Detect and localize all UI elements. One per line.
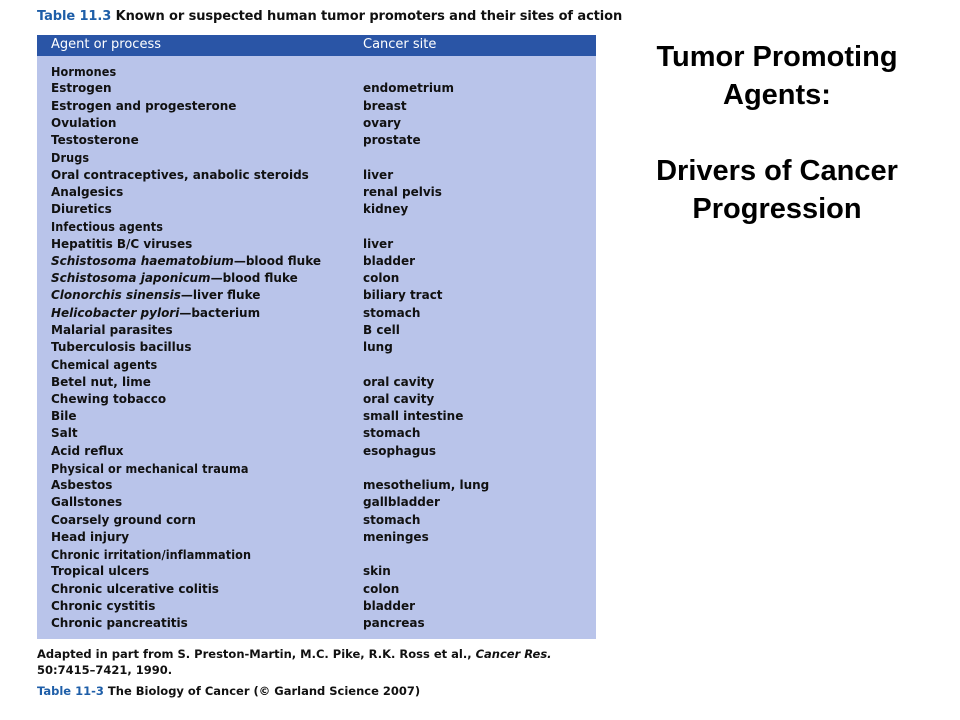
agent-descriptor: —blood fluke bbox=[210, 271, 298, 285]
slide-title-line4: Progression bbox=[692, 193, 862, 225]
agent-species-name: Schistosoma haematobium bbox=[51, 253, 234, 268]
table-row bbox=[37, 184, 596, 201]
agent-cell bbox=[51, 306, 260, 320]
agent-species-name: Clonorchis sinensis bbox=[51, 288, 181, 303]
site-cell: oral cavity bbox=[363, 391, 435, 406]
site-cell: liver bbox=[363, 236, 394, 251]
site-cell: endometrium bbox=[363, 81, 454, 96]
footnote-journal: Cancer Res. bbox=[475, 647, 552, 661]
slide-title-line3: Drivers of Cancer bbox=[656, 155, 898, 187]
table-credit bbox=[37, 684, 420, 698]
header-agent: Agent or process bbox=[51, 37, 161, 52]
agent-cell: Betel nut, lime bbox=[51, 374, 151, 389]
agent-cell: Head injury bbox=[51, 529, 130, 544]
table-row bbox=[37, 477, 596, 494]
table-row bbox=[37, 529, 596, 546]
site-cell: ovary bbox=[363, 115, 401, 130]
agent-cell: Asbestos bbox=[51, 478, 113, 492]
table-row bbox=[37, 374, 596, 391]
table-category-row bbox=[37, 218, 596, 235]
category-label: Infectious agents bbox=[51, 219, 163, 235]
site-cell: renal pelvis bbox=[363, 184, 442, 199]
site-cell: stomach bbox=[363, 305, 421, 320]
site-cell: liver bbox=[363, 167, 394, 182]
slide-title bbox=[612, 38, 942, 228]
agent-cell: Malarial parasites bbox=[51, 322, 173, 337]
site-cell: B cell bbox=[363, 322, 400, 337]
table-row bbox=[37, 615, 596, 632]
table-row bbox=[37, 512, 596, 529]
table-row bbox=[37, 391, 596, 408]
table-row bbox=[37, 132, 596, 149]
site-cell: biliary tract bbox=[363, 288, 443, 303]
site-cell: small intestine bbox=[363, 409, 464, 423]
site-cell: lung bbox=[363, 340, 393, 354]
credit-text: The Biology of Cancer (© Garland Science 2007) bbox=[107, 684, 421, 698]
agent-cell: Estrogen and progesterone bbox=[51, 98, 237, 113]
agent-cell: Chronic ulcerative colitis bbox=[51, 581, 219, 596]
table-caption-text: Known or suspected human tumor promoters and their sites of action bbox=[115, 9, 623, 24]
site-cell: esophagus bbox=[363, 443, 437, 458]
table-body bbox=[37, 63, 596, 632]
table-row bbox=[37, 201, 596, 218]
table-row bbox=[37, 287, 596, 304]
table-header bbox=[37, 35, 596, 56]
agent-cell: Tropical ulcers bbox=[51, 564, 150, 579]
table-row bbox=[37, 305, 596, 322]
site-cell: breast bbox=[363, 98, 407, 113]
promoters-table bbox=[37, 35, 596, 639]
table-category-row bbox=[37, 63, 596, 80]
table-category-row bbox=[37, 546, 596, 563]
site-cell: stomach bbox=[363, 426, 421, 441]
agent-cell: Bile bbox=[51, 409, 77, 423]
site-cell: colon bbox=[363, 581, 400, 596]
agent-cell: Coarsely ground corn bbox=[51, 512, 196, 527]
site-cell: skin bbox=[363, 564, 391, 579]
header-site: Cancer site bbox=[363, 37, 437, 52]
footnote-citation: 50:7415–7421, 1990. bbox=[37, 663, 173, 677]
site-cell: bladder bbox=[363, 253, 416, 268]
site-cell: kidney bbox=[363, 202, 409, 216]
table-row bbox=[37, 494, 596, 511]
table-row bbox=[37, 98, 596, 115]
agent-descriptor: —liver fluke bbox=[180, 288, 261, 303]
table-row bbox=[37, 167, 596, 184]
table-row bbox=[37, 270, 596, 287]
table-category-row bbox=[37, 460, 596, 477]
category-label: Chronic irritation/inflammation bbox=[51, 547, 252, 562]
agent-cell bbox=[51, 288, 260, 302]
agent-cell: Oral contraceptives, anabolic steroids bbox=[51, 167, 309, 182]
site-cell: bladder bbox=[363, 598, 416, 613]
agent-cell: Diuretics bbox=[51, 202, 112, 216]
table-row bbox=[37, 253, 596, 270]
table-row bbox=[37, 80, 596, 97]
agent-descriptor: —blood fluke bbox=[233, 253, 322, 268]
table-caption-number: Table 11.3 bbox=[37, 9, 112, 24]
table-row bbox=[37, 339, 596, 356]
category-label: Physical or mechanical trauma bbox=[51, 460, 249, 476]
agent-cell bbox=[51, 254, 321, 268]
agent-cell: Testosterone bbox=[51, 133, 139, 147]
site-cell: mesothelium, lung bbox=[363, 478, 490, 492]
table-category-row bbox=[37, 356, 596, 373]
category-label: Hormones bbox=[51, 64, 117, 79]
category-label: Drugs bbox=[51, 150, 90, 166]
credit-number: Table 11-3 bbox=[37, 684, 104, 698]
slide-title-line1: Tumor Promoting bbox=[656, 41, 898, 73]
agent-species-name: Helicobacter pylori bbox=[51, 305, 180, 320]
table-row bbox=[37, 425, 596, 442]
agent-cell: Salt bbox=[51, 426, 78, 441]
site-cell: pancreas bbox=[363, 616, 425, 630]
agent-species-name: Schistosoma japonicum bbox=[51, 271, 211, 285]
table-footnote bbox=[37, 646, 552, 678]
table-row bbox=[37, 408, 596, 425]
agent-cell: Chronic pancreatitis bbox=[51, 616, 188, 630]
table-row bbox=[37, 598, 596, 615]
site-cell: oral cavity bbox=[363, 374, 435, 389]
table-row bbox=[37, 563, 596, 580]
site-cell: gallbladder bbox=[363, 495, 440, 510]
site-cell: meninges bbox=[363, 529, 429, 544]
agent-cell: Chewing tobacco bbox=[51, 391, 167, 406]
site-cell: stomach bbox=[363, 512, 421, 527]
agent-cell: Chronic cystitis bbox=[51, 598, 156, 613]
agent-cell: Tuberculosis bacillus bbox=[51, 340, 192, 354]
agent-cell: Acid reflux bbox=[51, 443, 124, 458]
table-row bbox=[37, 443, 596, 460]
footnote-prefix: Adapted in part from S. Preston-Martin, M.C. Pike, R.K. Ross et al., bbox=[37, 647, 476, 661]
agent-cell: Analgesics bbox=[51, 184, 124, 199]
table-row bbox=[37, 322, 596, 339]
agent-cell: Hepatitis B/C viruses bbox=[51, 236, 193, 251]
table-category-row bbox=[37, 149, 596, 166]
table-row bbox=[37, 581, 596, 598]
agent-cell: Gallstones bbox=[51, 495, 123, 510]
table-row bbox=[37, 115, 596, 132]
agent-cell: Estrogen bbox=[51, 81, 112, 96]
site-cell: prostate bbox=[363, 133, 421, 147]
agent-descriptor: —bacterium bbox=[179, 305, 261, 320]
slide-title-line2: Agents: bbox=[723, 79, 831, 111]
slide-title-spacer bbox=[612, 114, 942, 152]
agent-cell: Ovulation bbox=[51, 115, 117, 130]
category-label: Chemical agents bbox=[51, 357, 158, 373]
site-cell: colon bbox=[363, 271, 400, 285]
table-caption bbox=[37, 9, 622, 24]
agent-cell bbox=[51, 271, 298, 285]
table-row bbox=[37, 236, 596, 253]
